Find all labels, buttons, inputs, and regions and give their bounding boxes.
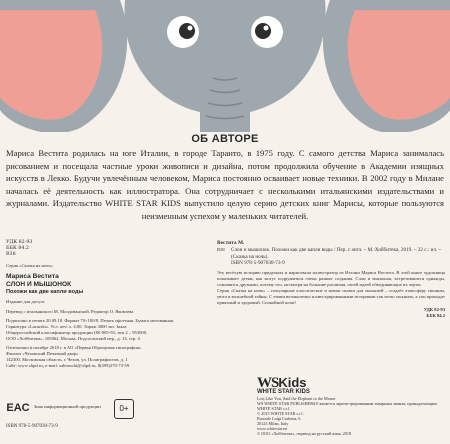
- copyright-original: © 2015 WHITE STAR s.r.l.: [257, 411, 304, 416]
- book-abstract: Эту весёлую историю придумала и нарисовала иллюстратор из Италии Мариса Вестита. В этой книге художница показывает детям, как могут подружиться очень разные создания. Слон и мышонок, встретившиеся однажды, становятся друзьями, потому что, несмотря на большие различия, своей идеей объединяющие их черты.: [217, 270, 445, 288]
- original-title: Lots Like You, Said the Elephant to the Mouse: [257, 396, 336, 401]
- copyright-block: [257, 396, 437, 436]
- author-code: В38: [6, 252, 16, 257]
- printer-contacts: Сайт: www.chpd.ru, e-mail: salesmcht@chpd.ru, 8(499)270-73-59.: [6, 363, 131, 368]
- classification-codes: [6, 240, 190, 258]
- printed-note: Отпечатано в октябре 2018 г. в АО «Первая Образцовая типография»: [6, 345, 142, 350]
- eac-mark: EAC: [6, 402, 30, 414]
- series-label: Серия «Сказка на ночь»: [6, 263, 53, 268]
- bbk-code-right: ББК 84.2: [426, 313, 445, 319]
- publisher-website[interactable]: www.whitestar.eu: [257, 426, 287, 431]
- catalog-heading: Вестита М.: [217, 240, 245, 246]
- printer-address: 142300, Московская область, г. Чехов, ул. Полиграфистов, д. 1: [6, 357, 128, 362]
- book-subtitle: Похожи как две капли воды: [6, 289, 84, 295]
- imprint-left-column: [6, 240, 190, 369]
- translation-credit: Перевод с итальянского М. Молдованской. Редактор О. Яковлева: [6, 309, 134, 314]
- info-product-mark-label: Знак информационной продукции: [34, 404, 101, 409]
- publisher-address: ООО «Хоббитека», 105062, Москва, Подсосенский пер., д. 13, стр. 4: [6, 336, 140, 341]
- about-author-text: Мариса Вестита родилась на юге Италии, в городе Таранто, в 1975 году. С самого детства Мариса занималась рисованием и посещала частные уроки живописи и дизайна, потом продолжила обучение в Академии изящных искусств в Лекко. Будучи увлечённым человеком, Мариса постоянно осваивает новые техники. В 2002 году в Милане началась её деятельность как иллюстратора. Она сотрудничает с несколькими итальянскими издательствами и журналами. Издательство WHITE STAR KIDS выпустило целую серию детских книг Марисы, которые пользуются неизменным успехом у маленьких читателей.: [6, 148, 444, 221]
- book-title: СЛОН И МЫШОНОК: [6, 281, 72, 288]
- catalog-codes-right: [217, 307, 445, 319]
- publisher-logo: [257, 372, 337, 395]
- catalog-entry: Слон и мышонок. Похожи как две капли воды / Пер. с англ. – М.:Хоббитека, 2019. – 32 с.: ил. – (Сказка на ночь).: [231, 247, 442, 260]
- bbk-code: ББК 84.2: [6, 246, 29, 251]
- udk-code: УДК 82-93: [6, 240, 33, 245]
- copyright-translation: © ООО «Хоббитека», перевод на русский язык, 2018: [257, 431, 352, 436]
- okp-classifier: Общероссийский классификатор продукции ОК-005-93, том 2 – 953000.: [6, 330, 148, 335]
- logo-kids-mark: Kids: [278, 375, 307, 390]
- catalog-card: [217, 240, 445, 319]
- edition-note: Издание для досуга: [6, 299, 45, 304]
- catalog-entry-row: [217, 247, 445, 260]
- elephant-illustration: [0, 0, 450, 132]
- series-abstract: Серия «Сказка на ночь» – популярные классические и новые сказки для малышей – создаёт атмосферу тишины, уюта и волшебной тайны. С этими великолепно иллюстрированными историями так легко засыпать, а сон приходит приятный и здоровый. Спокойной ночи!: [217, 288, 445, 306]
- printer-branch: Филиал «Чеховский Печатный двор»: [6, 351, 79, 356]
- publisher-street: Piazzale Luigi Cadorna, 6: [257, 416, 301, 421]
- age-rating-badge: 0+: [114, 399, 134, 419]
- catalog-code: В38: [217, 247, 225, 252]
- logo-imprint: WHITE STAR KIDS: [257, 389, 310, 395]
- udk-code-right: УДК 82-93: [423, 307, 445, 313]
- author-name: Мариса Вестита: [6, 273, 59, 280]
- about-author-heading: ОБ АВТОРЕ: [191, 133, 259, 145]
- logo-ws-mark: WS: [257, 375, 279, 391]
- isbn-right: ISBN 978-5-907030-73-9: [231, 260, 285, 267]
- trademark-note: WS WHITE STAR PUBLISHERS® является зарегистрированным товарным знаком, принадлежащим WHITE STAR s.r.l.: [257, 401, 437, 411]
- print-details: Подписано в печать 20.09.18. Формат 70×100/8. Печать офсетная. Бумага мелованная. Гарнитура «Lazurski». Усл. печ. л. 4,00. Тираж 3000 экз. Заказ: [6, 318, 175, 329]
- isbn-left: ISBN 978-5-907030-73-9: [6, 424, 58, 429]
- publisher-city: 20123 Milan, Italy: [257, 421, 289, 426]
